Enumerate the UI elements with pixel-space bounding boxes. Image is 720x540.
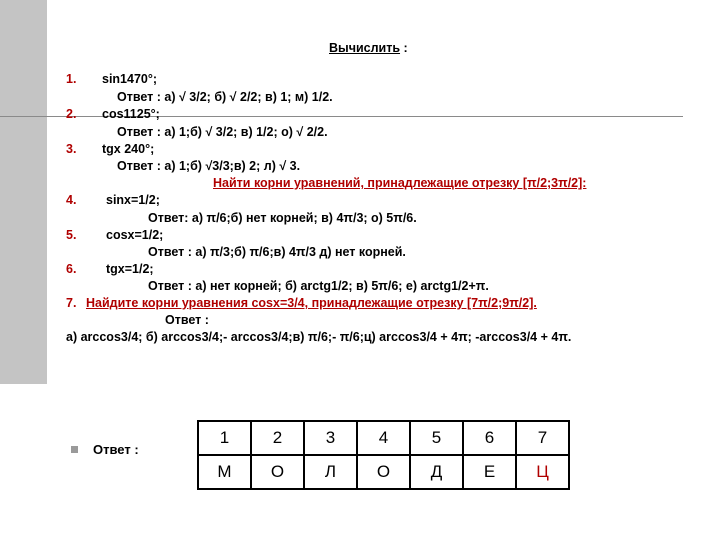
title-text: Вычислить	[329, 41, 401, 55]
answer-table	[197, 420, 570, 490]
problem-2-task: cos1125°;	[102, 107, 160, 121]
roots-heading: Найти корни уравнений, принадлежащие отрезку [π/2;3π/2]:	[213, 176, 587, 190]
answer-letter-cell: Д	[410, 455, 463, 489]
equation-6-number: 6.	[66, 262, 77, 276]
answer-numbers-row	[198, 421, 569, 455]
problem-3-answer: Ответ : а) 1;б) √3/3;в) 2; л) √ 3.	[117, 159, 301, 173]
answer-number-cell: 2	[251, 421, 304, 455]
problem-1-answer: Ответ : а) √ 3/2; б) √ 2/2; в) 1; м) 1/2.	[117, 90, 333, 104]
equation-6-answer: Ответ : а) нет корней; б) arctg1/2; в) 5π/6; е) arctg1/2+π.	[148, 279, 489, 293]
answer-letters-row	[198, 455, 569, 489]
equation-4-number: 4.	[66, 193, 77, 207]
answer-letter-cell: М	[198, 455, 251, 489]
problem-7-number: 7.	[66, 296, 77, 310]
equation-4-task: sinx=1/2;	[106, 193, 160, 207]
answer-letter-cell: О	[251, 455, 304, 489]
answer-number-cell: 6	[463, 421, 516, 455]
answer-number-cell: 1	[198, 421, 251, 455]
problem-7-answer-label: Ответ :	[165, 313, 209, 327]
problem-7-answer: а) arccos3/4; б) arccos3/4;- arccos3/4;в) π/6;- π/6;ц) arccos3/4 + 4π; -arccos3/4 + 4π.	[66, 330, 572, 344]
answer-number-cell: 7	[516, 421, 569, 455]
problem-1-number: 1.	[66, 72, 77, 86]
problem-1-task: sin1470°;	[102, 72, 158, 86]
problem-3-task: tgx 240°;	[102, 142, 155, 156]
answer-number-cell: 4	[357, 421, 410, 455]
answer-letter-cell: Е	[463, 455, 516, 489]
answer-number-cell: 3	[304, 421, 357, 455]
equation-5-answer: Ответ : а) π/3;б) π/6;в) 4π/3 д) нет корней.	[148, 245, 406, 259]
answer-number-cell: 5	[410, 421, 463, 455]
bullet-square-icon	[71, 446, 78, 453]
left-decor-bar	[0, 0, 47, 384]
answer-label: Ответ :	[93, 442, 139, 457]
title-colon: :	[403, 41, 408, 55]
answer-letter-cell: Ц	[516, 455, 569, 489]
problem-2-answer: Ответ : а) 1;б) √ 3/2; в) 1/2; о) √ 2/2.	[117, 125, 328, 139]
equation-6-task: tgx=1/2;	[106, 262, 154, 276]
answer-letter-cell: О	[357, 455, 410, 489]
equation-4-answer: Ответ: а) π/6;б) нет корней; в) 4π/3; о) 5π/6.	[148, 211, 417, 225]
answer-letter-cell: Л	[304, 455, 357, 489]
page-title	[329, 41, 408, 55]
problem-2-number: 2.	[66, 107, 77, 121]
equation-5-number: 5.	[66, 228, 77, 242]
problem-7-task: Найдите корни уравнения cosx=3/4, принадлежащие отрезку [7π/2;9π/2].	[86, 296, 537, 310]
equation-5-task: cosx=1/2;	[106, 228, 164, 242]
problem-3-number: 3.	[66, 142, 77, 156]
